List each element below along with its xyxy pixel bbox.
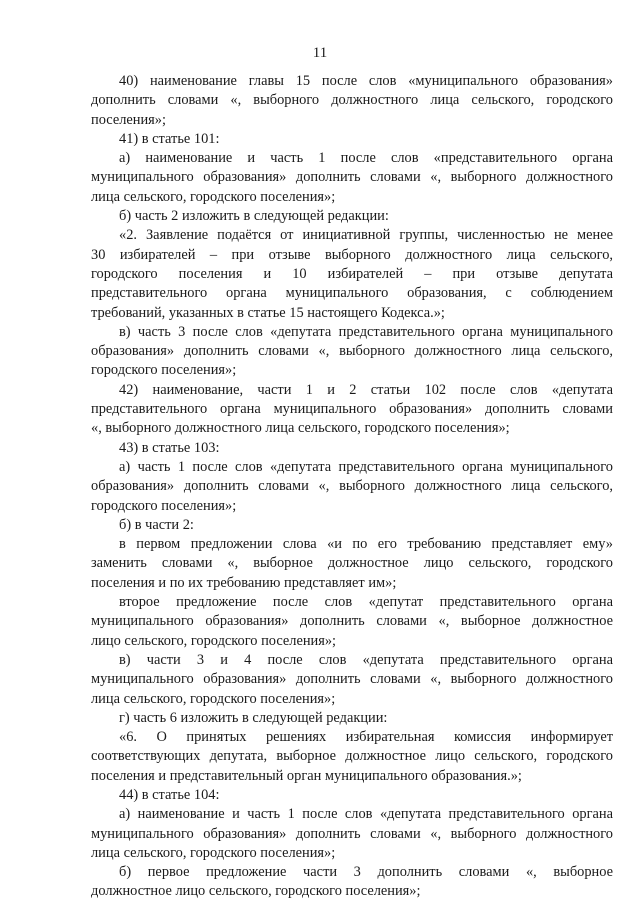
text-line: «6. О принятых решениях избирательная комиссия информирует (119, 729, 613, 746)
text-line: должностное лицо сельского, городского поселения»; (91, 883, 421, 900)
text-line: 42) наименование, части 1 и 2 статьи 102 после слов «депутата (119, 381, 613, 398)
text-line: требований, указанных в статье 15 настоящего Кодекса.»; (91, 304, 445, 321)
text-line: дополнить словами «, выборного должностного лица сельского, городского (91, 92, 613, 109)
text-line: в первом предложении слова «и по его требованию представляет ему» (119, 536, 613, 553)
text-line: лица сельского, городского поселения»; (91, 844, 336, 861)
text-line: 40) наименование главы 15 после слов «муниципального образования» (119, 73, 613, 89)
text-line: а) наименование и часть 1 после слов «представительного органа (119, 150, 613, 167)
text-line: б) в части 2: (119, 516, 194, 533)
document-body (91, 72, 613, 902)
text-line: 44) в статье 104: (119, 786, 220, 803)
text-line: второе предложение после слов «депутат представительного органа (119, 594, 613, 611)
text-line: в) части 3 и 4 после слов «депутата представительного органа (119, 651, 613, 668)
text-line: поселения и по их требованию представляет им»; (91, 574, 397, 591)
text-line: муниципального образования» дополнить словами «, выборного должностного (91, 825, 613, 842)
text-line: 43) в статье 103: (119, 439, 220, 456)
text-line: городского поселения»; (91, 362, 237, 379)
text-line: муниципального образования» дополнить словами «, выборного должностного (91, 671, 613, 688)
text-line: соответствующих депутата, выборное должностное лицо сельского, городского (91, 748, 613, 765)
text-line: «, выборного должностного лица сельского, городского поселения»; (91, 420, 510, 437)
text-line: г) часть 6 изложить в следующей редакции: (119, 709, 388, 726)
text-line: а) часть 1 после слов «депутата представительного органа муниципального (119, 458, 613, 475)
text-line: лица сельского, городского поселения»; (91, 188, 336, 205)
text-line: а) наименование и часть 1 после слов «депутата представительного органа (119, 806, 613, 823)
text-line: лицо сельского, городского поселения»; (91, 632, 337, 649)
text-line: муниципального образования» дополнить словами «, выборное должностное (91, 613, 613, 630)
text-line: представительного органа муниципального образования» дополнить словами (91, 401, 613, 418)
text-line: поселения»; (91, 111, 166, 128)
text-line: образования» дополнить словами «, выборного должностного лица сельского, (91, 478, 613, 495)
text-line: муниципального образования» дополнить словами «, выборного должностного (91, 169, 613, 186)
text-line: «2. Заявление подаётся от инициативной группы, численностью не менее (119, 227, 613, 244)
text-line: лица сельского, городского поселения»; (91, 690, 336, 707)
text-line: поселения и представительный орган муниципального образования.»; (91, 767, 522, 784)
text-line: б) часть 2 изложить в следующей редакции: (119, 208, 389, 225)
text-line: б) первое предложение части 3 дополнить словами «, выборное (119, 864, 613, 881)
text-line: городского поселения и 10 избирателей – при отзыве депутата (91, 265, 613, 282)
text-line: городского поселения»; (91, 497, 237, 514)
text-line: в) часть 3 после слов «депутата представительного органа муниципального (119, 323, 613, 340)
text-line: представительного органа муниципального образования, с соблюдением (91, 285, 613, 302)
text-line: заменить словами «, выборное должностное лицо сельского, городского (91, 555, 613, 572)
text-line: 30 избирателей – при отзыве выборного должностного лица сельского, (91, 246, 613, 263)
text-line: 41) в статье 101: (119, 130, 220, 147)
text-line: образования» дополнить словами «, выборного должностного лица сельского, (91, 343, 613, 360)
page-number: 11 (312, 45, 328, 61)
